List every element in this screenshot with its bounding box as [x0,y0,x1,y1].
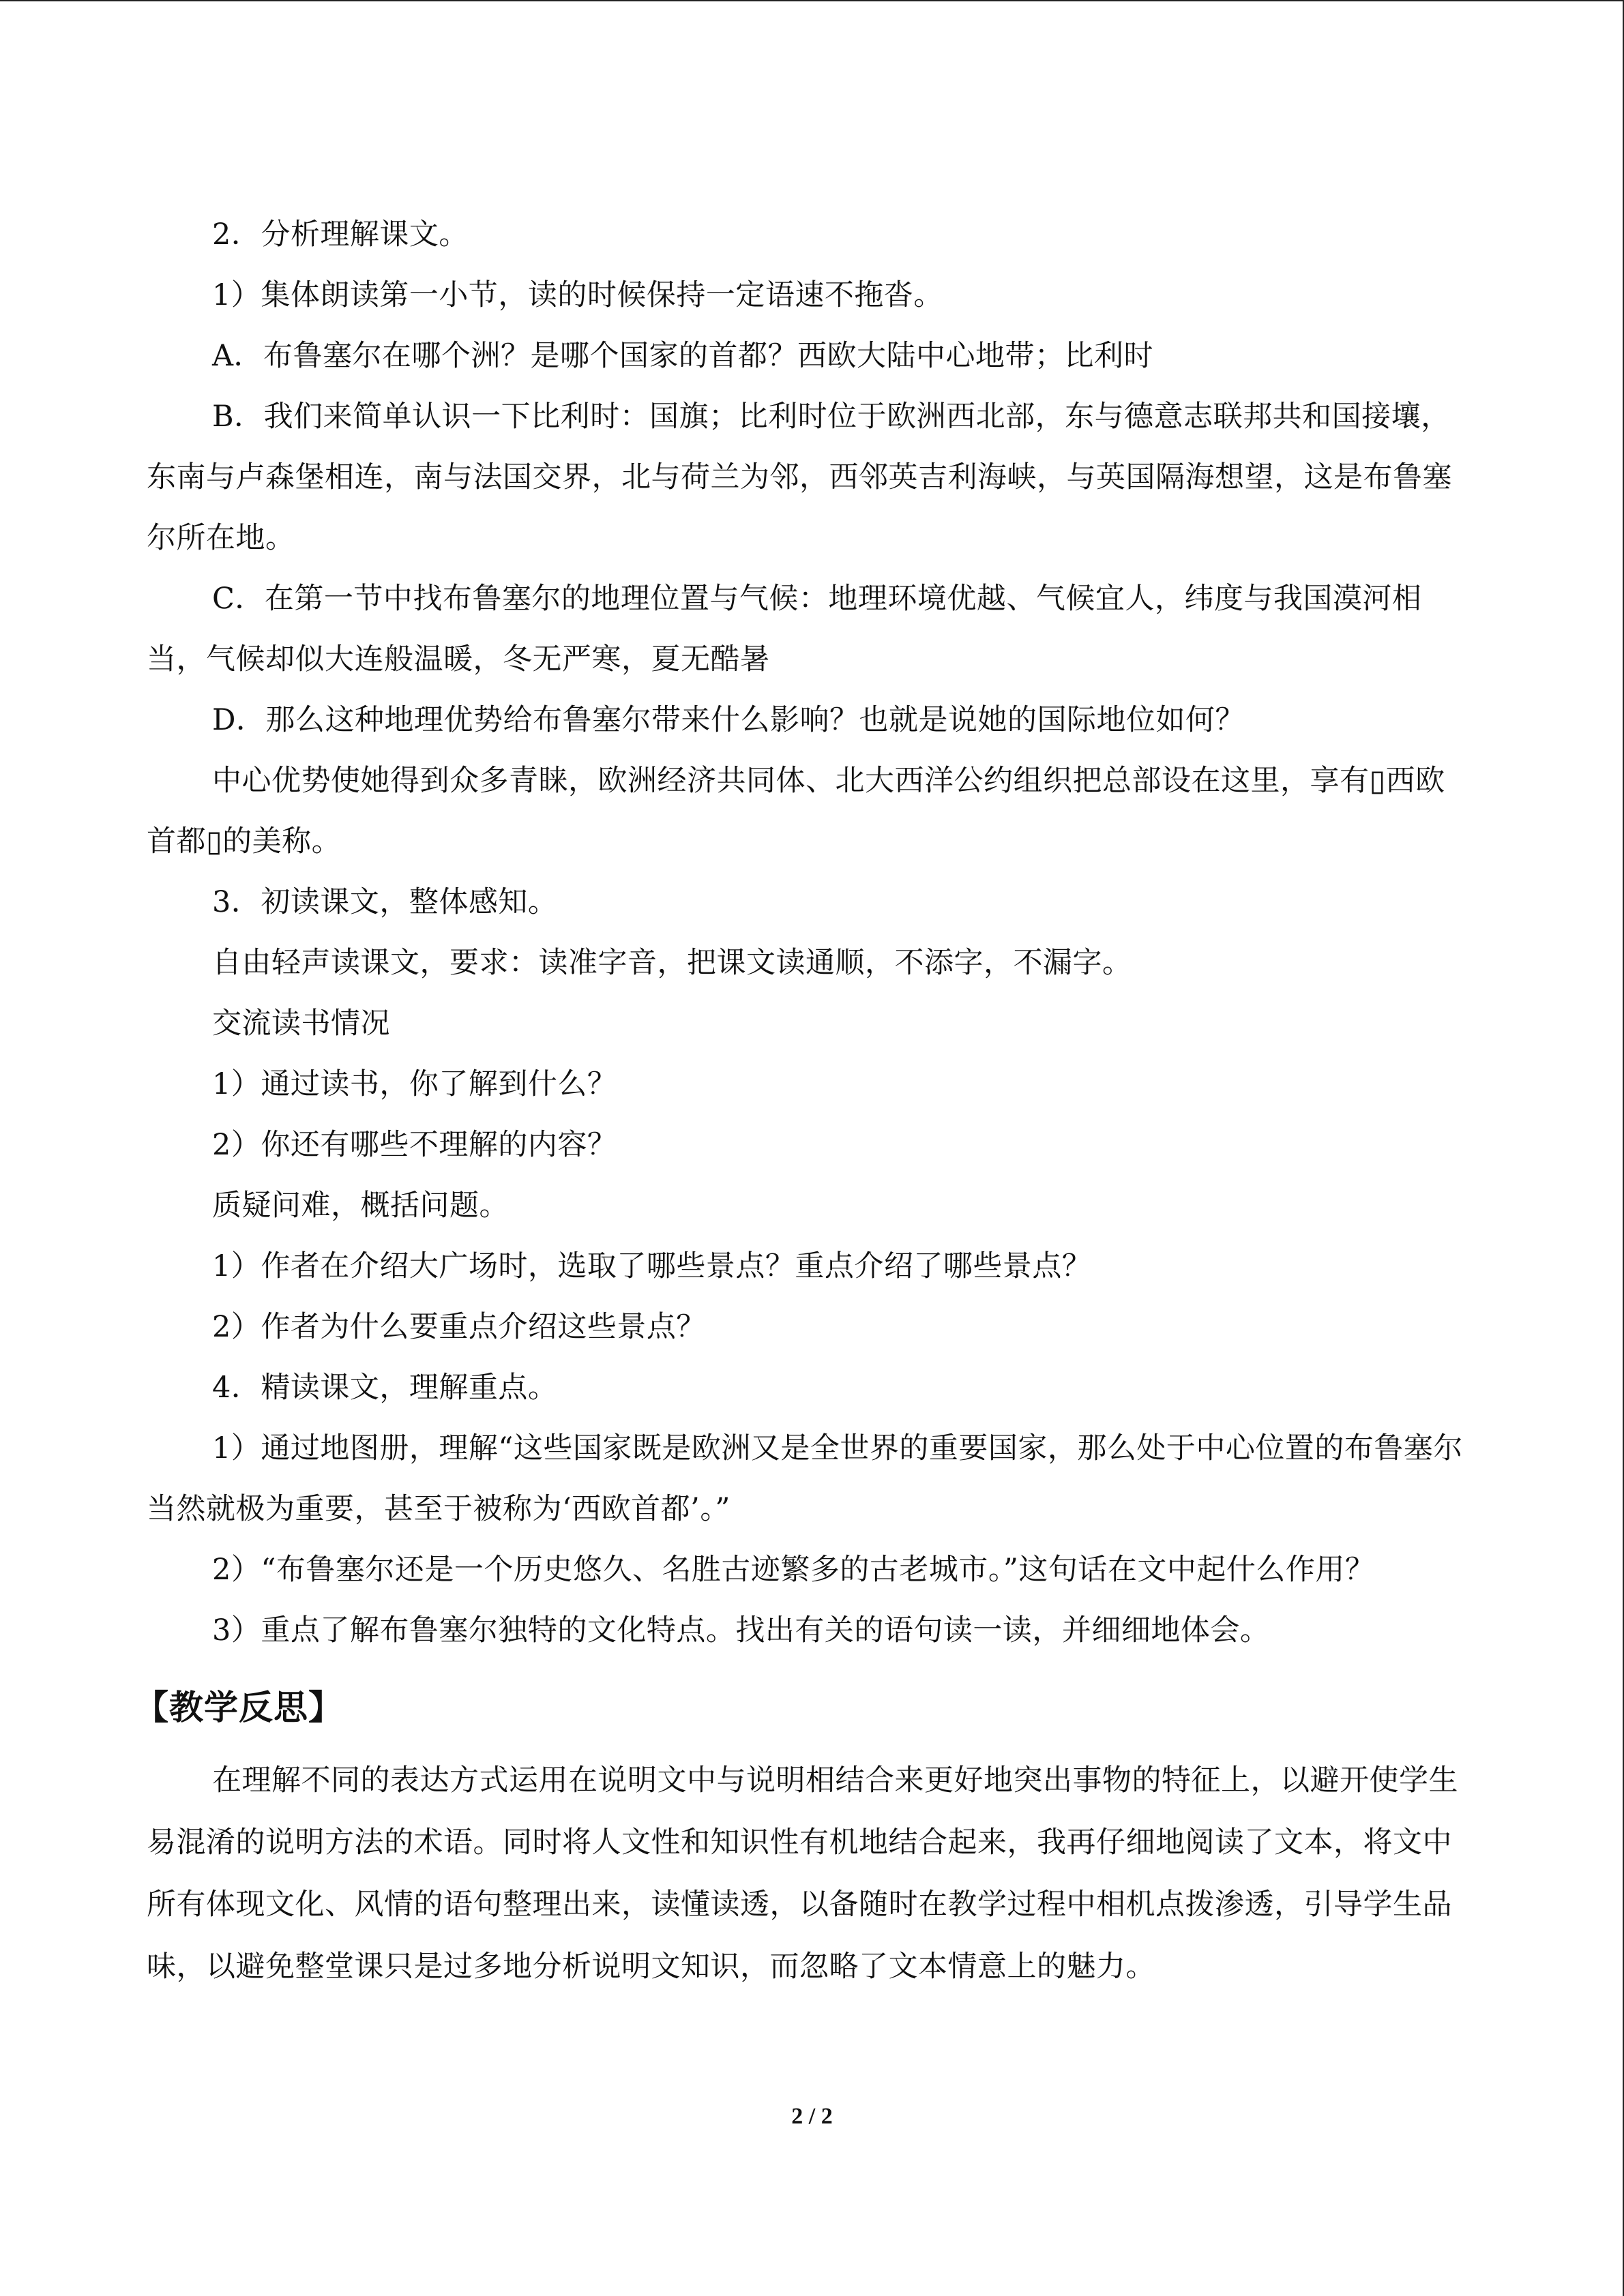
reflection-text: 在理解不同的表达方式运用在说明文中与说明相结合来更好地突出事物的特征上，以避开使学生易混淆的说明方法的术语。同时将人文性和知识性有机地结合起来，我再仔细地阅读了文本，将文中所有体现文化、风情的语句整理出来，读懂读透，以备随时在教学过程中相机点拨渗透，引导学生品味，以避免整堂课只是过多地分析说明文知识，而忽略了文本情意上的魅力。 [147,1763,1458,1984]
document-body [134,205,1473,1998]
paragraph-step-2-b: B．我们来简单认识一下比利时：国旗；比利时位于欧洲西北部，东与德意志联邦共和国接壤，东南与卢森堡相连，南与法国交界，北与荷兰为邻，西邻英吉利海峡，与英国隔海想望，这是布鲁塞尔所在地。 [147,400,1452,555]
paragraph-question-1: 1）通过读书，你了解到什么？ [212,1067,617,1101]
paragraph-question-2: 2）你还有哪些不理解的内容？ [212,1128,617,1162]
paragraph-step-2: 2．分析理解课文。 [212,218,469,252]
paragraph-read-requirements: 自由轻声读课文，要求：读准字音，把课文读通顺，不添字，不漏字。 [212,946,1132,980]
paragraph-step-2-c: C．在第一节中找布鲁塞尔的地理位置与气候：地理环境优越、气候宜人，纬度与我国漠河相当，气候却似大连般温暖，冬无严寒，夏无酷暑 [147,582,1422,676]
paragraph-step-4-1: 1）通过地图册，理解“这些国家既是欧洲又是全世界的重要国家，那么处于中心位置的布鲁塞尔当然就极为重要，甚至于被称为‘西欧首都’。” [147,1431,1463,1526]
paragraph-step-3: 3．初读课文，整体感知。 [212,885,558,919]
reflection-heading: 【教学反思】 [134,1688,343,1727]
paragraph-step-4-3: 3）重点了解布鲁塞尔独特的文化特点。找出有关的语句读一读，并细细地体会。 [212,1613,1270,1648]
paragraph-question-3: 1）作者在介绍大广场时，选取了哪些景点？重点介绍了哪些景点？ [212,1249,1092,1283]
paragraph-question-4: 2）作者为什么要重点介绍这些景点？ [212,1310,706,1344]
paragraph-exchange-reading: 交流读书情况 [212,1007,390,1041]
paragraph-step-4-2: 2）“布鲁塞尔还是一个历史悠久、名胜古迹繁多的古老城市。”这句话在文中起什么作用？ [212,1553,1375,1587]
paragraph-step-2-a: A．布鲁塞尔在哪个洲？是哪个国家的首都？西欧大陆中心地带；比利时 [212,339,1154,373]
paragraph-step-4: 4．精读课文，理解重点。 [212,1371,558,1405]
page-number: 2 / 2 [791,2104,833,2129]
paragraph-questioning: 质疑问难，概括问题。 [212,1189,509,1223]
paragraph-step-2-d: D．那么这种地理优势给布鲁塞尔带来什么影响？也就是说她的国际地位如何？ [212,703,1245,737]
paragraph-center-advantage: 中心优势使她得到众多青睐，欧洲经济共同体、北大西洋公约组织把总部设在这里，享有▯西欧首都▯的美称。 [147,764,1445,859]
paragraph-step-2-1: 1）集体朗读第一小节，读的时候保持一定语速不拖沓。 [212,278,943,312]
